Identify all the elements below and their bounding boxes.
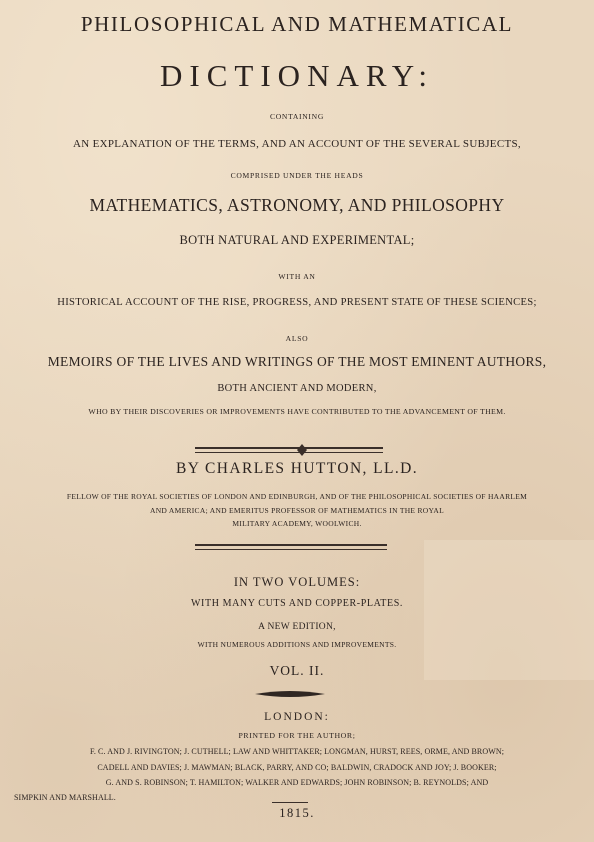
- booksellers-line-3: G. AND S. ROBINSON; T. HAMILTON; WALKER AND EDWARDS; JOHN ROBINSON; B. REYNOLDS; AND: [105, 778, 489, 787]
- rule-year: [272, 802, 308, 803]
- natural-line: BOTH NATURAL AND EXPERIMENTAL;: [179, 233, 415, 247]
- paper-fold-shade: [424, 540, 594, 680]
- author-fellow-line-1: FELLOW OF THE ROYAL SOCIETIES OF LONDON AND EDINBURGH, AND OF THE PHILOSOPHICAL SOCIETIES OF HAARLEM: [66, 492, 528, 501]
- booksellers-line-1: F. C. AND J. RIVINGTON; J. CUTHELL; LAW AND WHITTAKER; LONGMAN, HURST, REES, ORME, AND BROWN;: [89, 747, 505, 756]
- memoirs-line: MEMOIRS OF THE LIVES AND WRITINGS OF THE MOST EMINENT AUTHORS,: [47, 354, 547, 369]
- volume-number: VOL. II.: [269, 663, 325, 678]
- with-an-label: WITH AN: [278, 272, 316, 281]
- publication-year: 1815.: [279, 806, 315, 820]
- diamond-ornament-icon: [297, 444, 307, 456]
- additions-line: WITH NUMEROUS ADDITIONS AND IMPROVEMENTS.: [197, 640, 397, 649]
- swell-rule-ornament-icon: [255, 688, 325, 700]
- title-line-2: DICTIONARY:: [160, 58, 434, 93]
- volumes-count: IN TWO VOLUMES:: [233, 575, 361, 589]
- subjects-heading: MATHEMATICS, ASTRONOMY, AND PHILOSOPHY: [89, 195, 505, 215]
- comprised-label: COMPRISED UNDER THE HEADS: [230, 171, 364, 180]
- explanation-line: AN EXPLANATION OF THE TERMS, AND AN ACCOUNT OF THE SEVERAL SUBJECTS,: [73, 138, 521, 150]
- rule-middle: [195, 544, 387, 546]
- discoveries-line: WHO BY THEIR DISCOVERIES OR IMPROVEMENTS HAVE CONTRIBUTED TO THE ADVANCEMENT OF THEM.: [88, 407, 506, 416]
- historical-line: HISTORICAL ACCOUNT OF THE RISE, PROGRESS, AND PRESENT STATE OF THESE SCIENCES;: [57, 297, 537, 308]
- author-fellow-line-2: AND AMERICA; AND EMERITUS PROFESSOR OF MATHEMATICS IN THE ROYAL: [149, 506, 444, 515]
- ancient-line: BOTH ANCIENT AND MODERN,: [217, 383, 377, 394]
- author-name: BY CHARLES HUTTON, LL.D.: [176, 460, 418, 477]
- booksellers-line-2: CADELL AND DAVIES; J. MAWMAN; BLACK, PARRY, AND CO; BALDWIN, CRADOCK AND JOY; J. BOOKER;: [97, 763, 497, 772]
- author-fellow-line-3: MILITARY ACADEMY, WOOLWICH.: [232, 519, 362, 528]
- imprint-city: LONDON:: [264, 711, 330, 723]
- ornamental-rule-top: [195, 447, 383, 449]
- containing-label: CONTAINING: [269, 112, 325, 121]
- printed-for-line: PRINTED FOR THE AUTHOR;: [238, 731, 356, 740]
- booksellers-line-4: SIMPKIN AND MARSHALL.: [14, 793, 116, 802]
- volumes-cuts: WITH MANY CUTS AND COPPER-PLATES.: [191, 598, 403, 609]
- also-label: ALSO: [285, 334, 309, 343]
- title-line-1: PHILOSOPHICAL AND MATHEMATICAL: [80, 12, 514, 36]
- rule-middle-thin: [195, 549, 387, 550]
- edition-line: A NEW EDITION,: [258, 622, 336, 632]
- ornamental-rule-top-thin: [195, 452, 383, 453]
